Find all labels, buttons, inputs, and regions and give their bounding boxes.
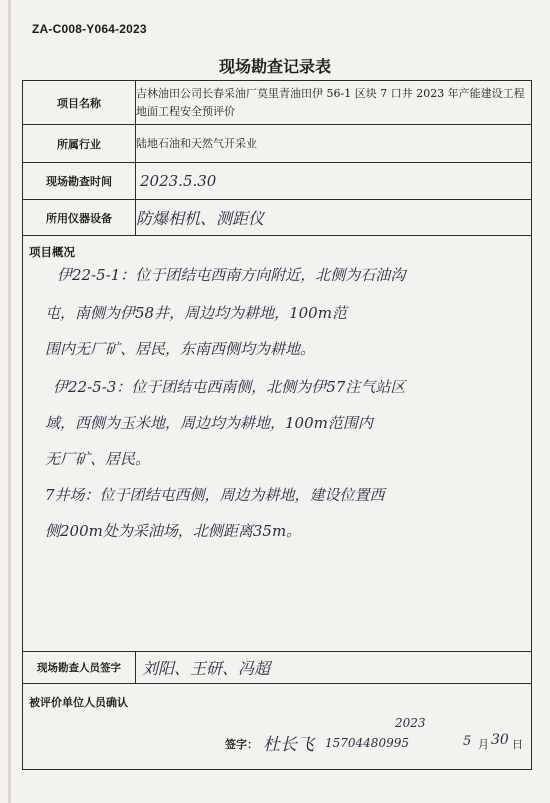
document-title: 现场勘查记录表 <box>218 57 331 76</box>
overview-line: 侧200m处为采油场，北侧距离35m。 <box>45 522 302 540</box>
industry-label: 所属行业 <box>23 125 136 163</box>
survey-time-label: 现场勘查时间 <box>23 163 136 200</box>
project-name-label: 项目名称 <box>23 81 136 125</box>
confirm-label: 被评价单位人员确认 <box>29 696 128 709</box>
confirm-year: 2023 <box>395 716 426 730</box>
overview-line: 屯，南侧为伊58井，周边均为耕地，100m范 <box>45 304 347 322</box>
surveyors-signatures: 刘阳、王研、冯超 <box>142 659 271 678</box>
instruments-handwritten: 防爆相机、测距仪 <box>136 209 265 228</box>
surveyors-value <box>136 652 532 684</box>
confirm-signature: 杜长飞 <box>263 735 314 755</box>
confirm-day: 30 <box>491 732 509 748</box>
confirm-row <box>23 684 532 770</box>
sign-label: 签字： <box>225 738 258 751</box>
instruments-row <box>23 200 532 236</box>
page-edge-shadow <box>8 0 11 803</box>
surveyors-label: 现场勘查人员签字 <box>23 652 136 684</box>
industry-row <box>23 125 532 163</box>
survey-time-row <box>23 163 532 200</box>
project-name-row <box>23 81 532 125</box>
surveyors-row <box>23 652 532 684</box>
overview-line: 无厂矿、居民。 <box>45 450 151 468</box>
industry-value: 陆地石油和天然气开采业 <box>136 125 532 163</box>
confirm-month-unit: 月 <box>478 738 489 751</box>
overview-cell <box>23 236 532 652</box>
overview-line: 7井场：位于团结屯西侧，周边为耕地，建设位置西 <box>45 486 385 504</box>
survey-time-handwritten: 2023.5.30 <box>140 172 217 190</box>
confirm-cell <box>23 684 532 770</box>
instruments-label: 所用仪器设备 <box>23 200 136 236</box>
document-code: ZA-C008-Y064-2023 <box>32 22 147 36</box>
overview-line: 围内无厂矿、居民，东南西侧均为耕地。 <box>45 340 316 358</box>
overview-heading: 项目概况 <box>29 245 75 259</box>
overview-line: 伊22-5-1：位于团结屯西南方向附近，北侧为石油沟 <box>57 266 406 284</box>
overview-line: 域，西侧为玉米地，周边均为耕地，100m范围内 <box>45 414 373 432</box>
confirm-month: 5 <box>463 734 472 749</box>
overview-row <box>23 236 532 652</box>
survey-record-table <box>22 80 532 770</box>
confirm-phone: 15704480995 <box>325 736 409 750</box>
instruments-value <box>136 200 532 236</box>
project-name-value: 吉林油田公司长春采油厂莫里青油田伊 56-1 区块 7 口井 2023 年产能建设工程地面工程安全预评价 <box>136 81 532 125</box>
survey-time-value <box>136 163 532 200</box>
confirm-day-unit: 日 <box>512 738 523 751</box>
overview-line: 伊22-5-3：位于团结屯西南侧，北侧为伊57注气站区 <box>53 378 406 396</box>
